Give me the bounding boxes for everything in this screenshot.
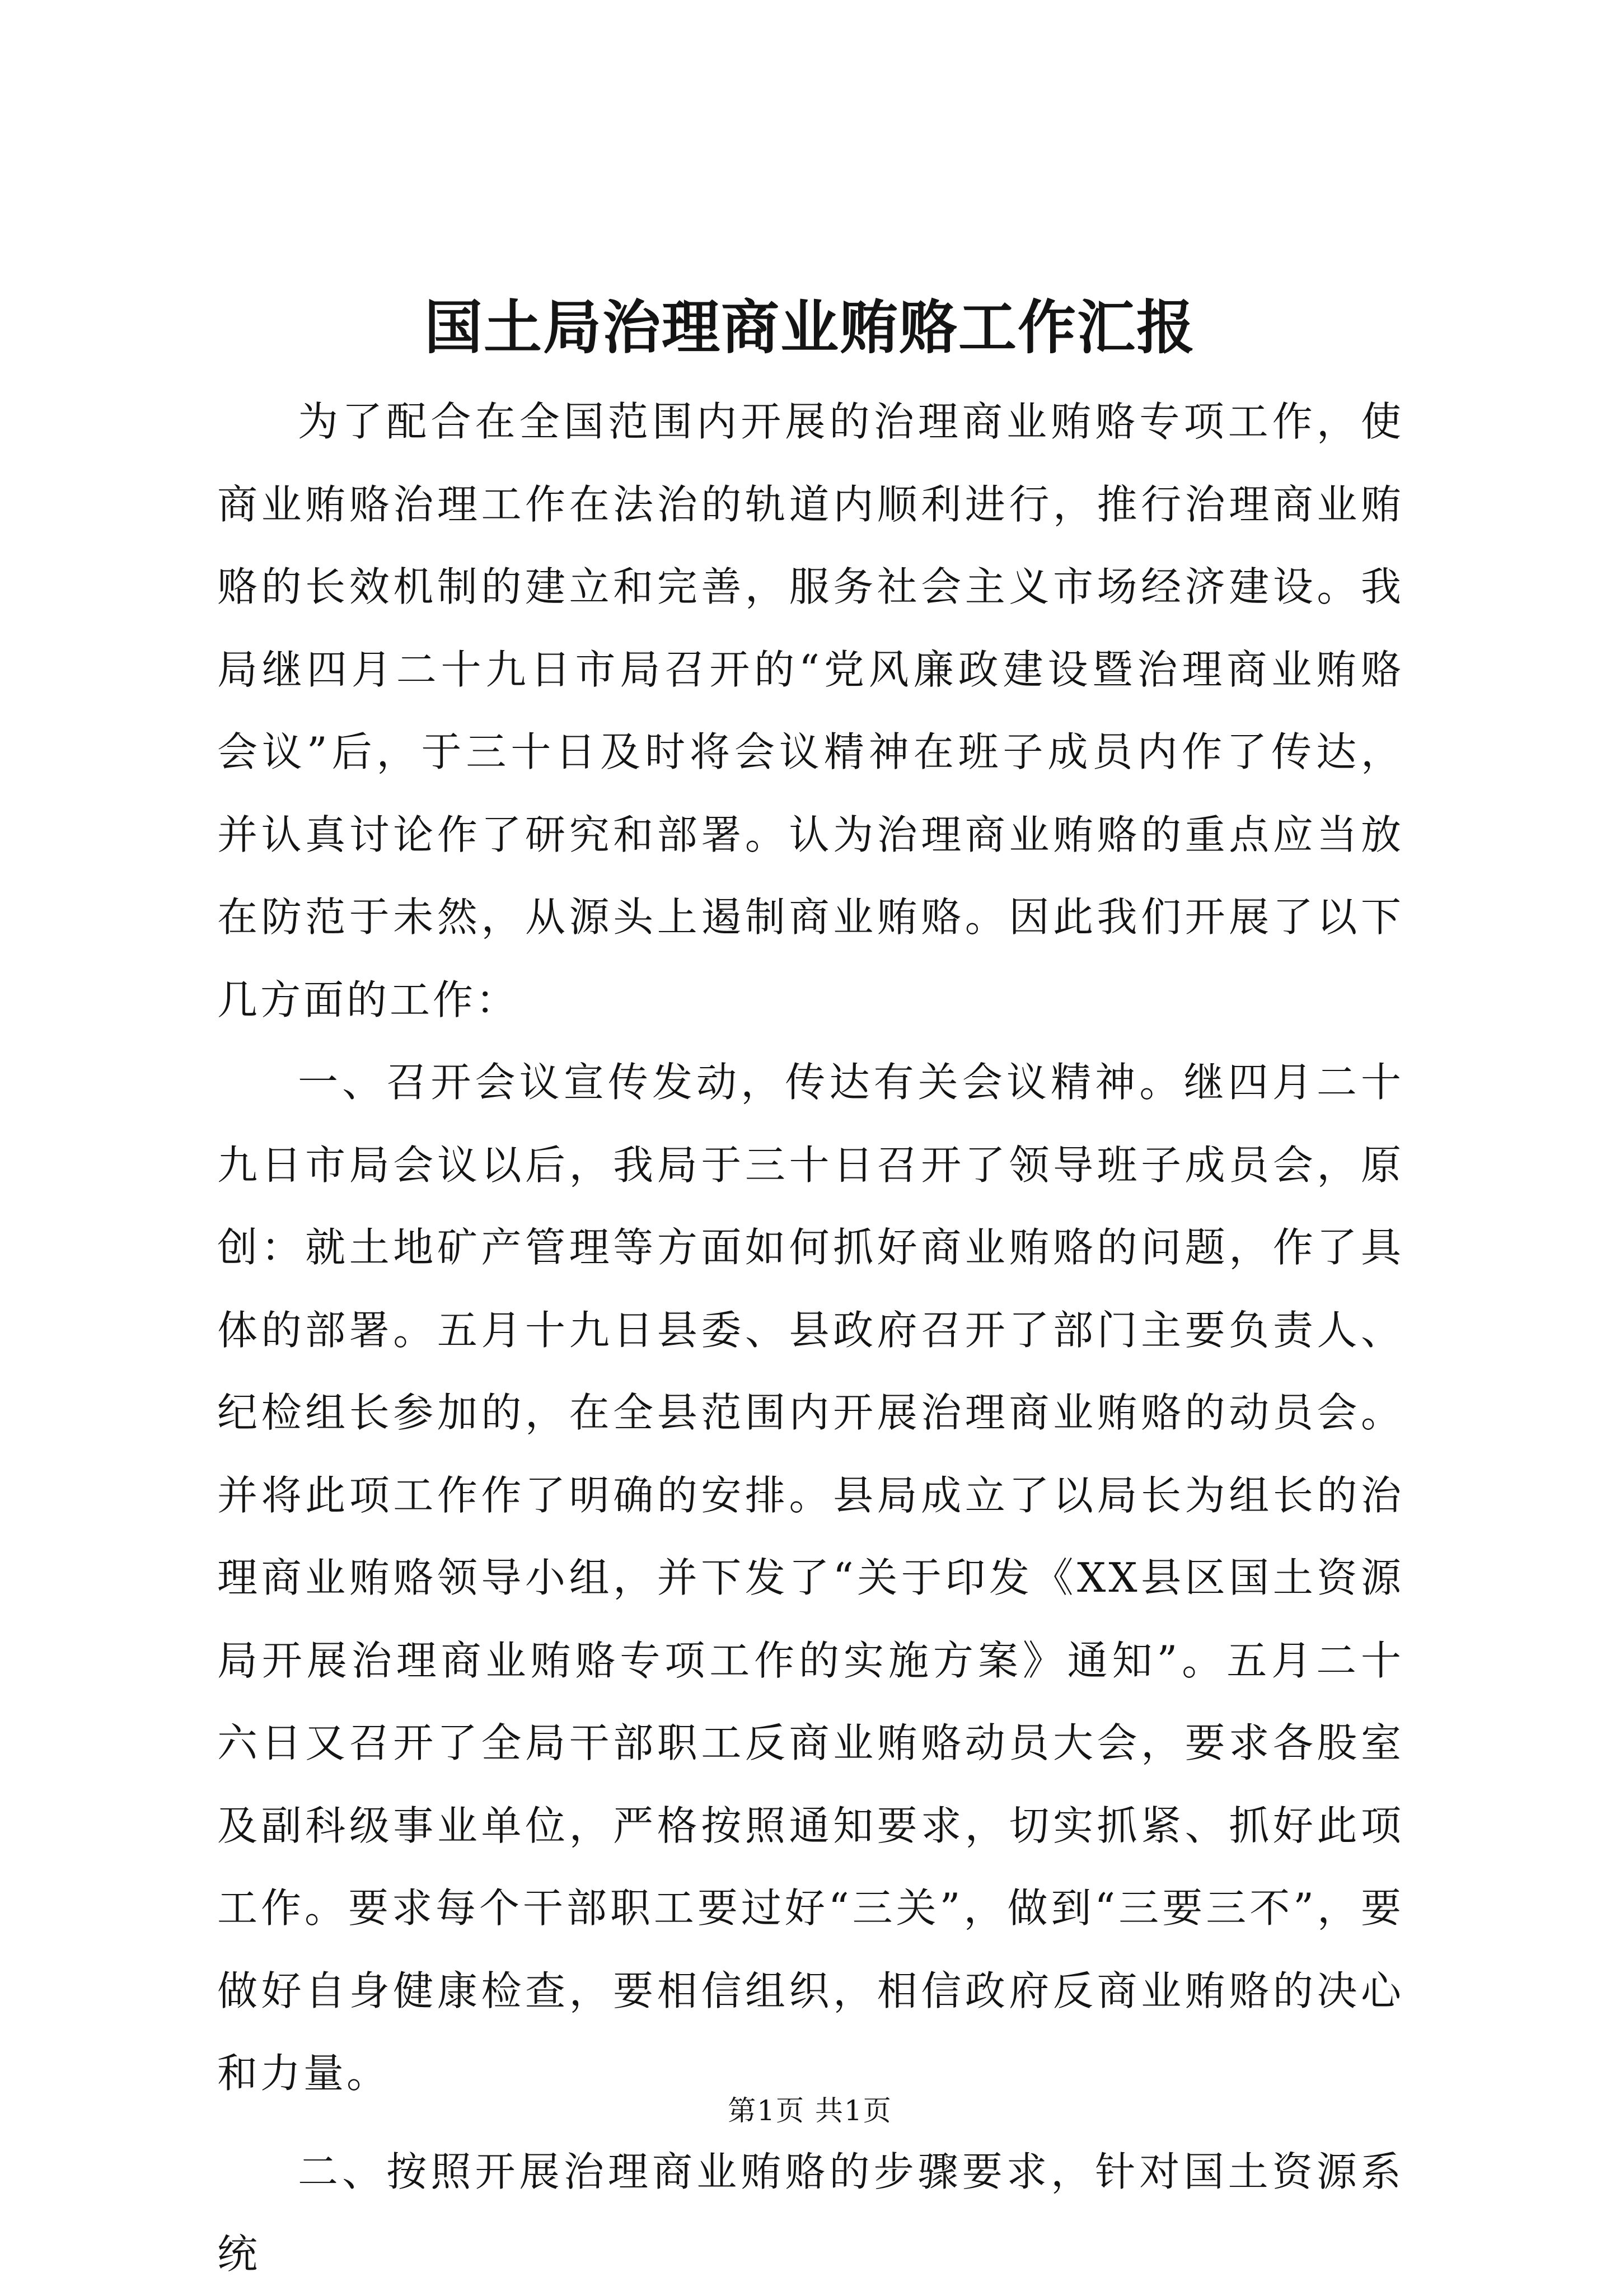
page-footer: 第1页 共1页 bbox=[728, 2094, 892, 2127]
document-title: 国土局治理商业贿赂工作汇报 bbox=[424, 293, 1196, 362]
document-body bbox=[217, 381, 1404, 2296]
paragraph-section-two: 二、按照开展治理商业贿赂的步骤要求，针对国土资源系统 bbox=[217, 2148, 1404, 2278]
paragraph-section-one: 一、召开会议宣传发动，传达有关会议精神。继四月二十九日市局会议以后，我局于三十日召开了领导班子成员会，原创：就土地矿产管理等方面如何抓好商业贿赂的问题，作了具体的部署。五月十九日县委、县政府召开了部门主要负责人、纪检组长参加的，在全县范围内开展治理商业贿赂的动员会。并将此项工作作了明确的安排。县局成立了以局长为组长的治理商业贿赂领导小组，并下发了“关于印发《XX县区国土资源局开展治理商业贿赂专项工作的实施方案》通知”。五月二十六日又召开了全局干部职工反商业贿赂动员大会，要求各股室及副科级事业单位，严格按照通知要求，切实抓紧、抓好此项工作。要求每个干部职工要过好“三关”，做到“三要三不”，要做好自身健康检查，要相信组织，相信政府反商业贿赂的决心和力量。 bbox=[217, 1059, 1404, 2097]
paragraph-intro: 为了配合在全国范围内开展的治理商业贿赂专项工作，使商业贿赂治理工作在法治的轨道内顺利进行，推行治理商业贿赂的长效机制的建立和完善，服务社会主义市场经济建设。我局继四月二十九日市局召开的“党风廉政建设暨治理商业贿赂会议”后，于三十日及时将会议精神在班子成员内作了传达，并认真讨论作了研究和部署。认为治理商业贿赂的重点应当放在防范于未然，从源头上遏制商业贿赂。因此我们开展了以下几方面的工作： bbox=[217, 398, 1404, 1023]
